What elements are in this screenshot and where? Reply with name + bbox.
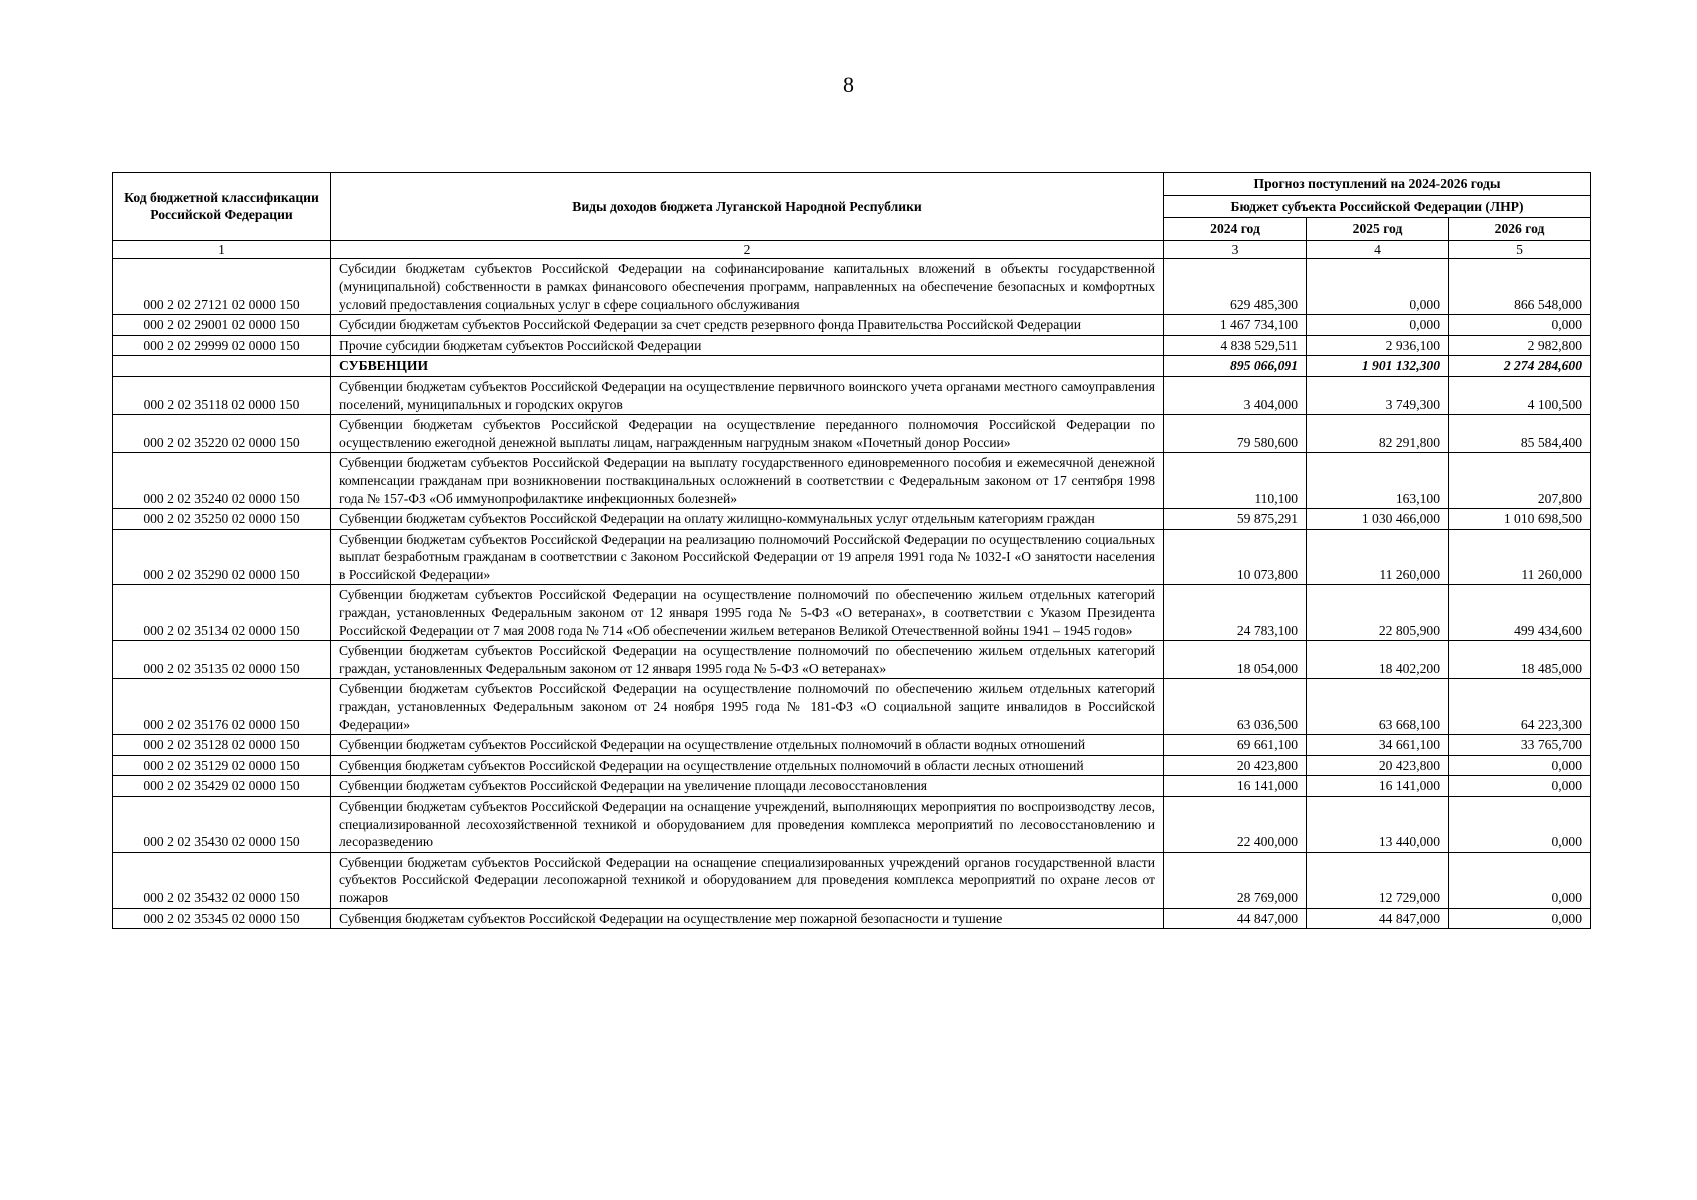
forecast-header: Прогноз поступлений на 2024-2026 годы bbox=[1164, 173, 1591, 196]
budget-code-cell: 000 2 02 35290 02 0000 150 bbox=[113, 529, 331, 585]
amount-2024-cell: 28 769,000 bbox=[1164, 852, 1307, 908]
description-column-header: Виды доходов бюджета Луганской Народной Республики bbox=[331, 173, 1164, 241]
budget-code-cell: 000 2 02 35128 02 0000 150 bbox=[113, 735, 331, 756]
amount-2024-cell: 110,100 bbox=[1164, 453, 1307, 509]
table-row bbox=[113, 315, 1591, 336]
column-number: 3 bbox=[1164, 240, 1307, 259]
budget-code-cell: 000 2 02 35250 02 0000 150 bbox=[113, 509, 331, 530]
year-2025-header: 2025 год bbox=[1307, 218, 1449, 241]
income-description-cell: Субвенции бюджетам субъектов Российской Федерации на осуществление полномочий по обеспечению жильем отдельных категорий граждан, установленных Федеральным законом от 12 января 1995 года № 5-ФЗ «О ветеранах» bbox=[331, 641, 1164, 679]
income-description-cell: Субвенции бюджетам субъектов Российской Федерации на реализацию полномочий Российской Федерации по осуществлению социальных выплат безработным гражданам в соответствии с Законом Российской Федерации от 19 апреля 1991 года № 1032-I «О занятости населения в Российской Федерации» bbox=[331, 529, 1164, 585]
column-number: 5 bbox=[1449, 240, 1591, 259]
amount-2025-cell: 1 901 132,300 bbox=[1307, 356, 1449, 377]
income-description-cell: Субвенции бюджетам субъектов Российской Федерации на осуществление полномочий по обеспечению жильем отдельных категорий граждан, установленных Федеральным законом от 24 ноября 1995 года № 181-ФЗ «О социальной защите инвалидов в Российской Федерации» bbox=[331, 679, 1164, 735]
income-description-cell: Субвенции бюджетам субъектов Российской Федерации на осуществление полномочий по обеспечению жильем отдельных категорий граждан, установленных Федеральным законом от 12 января 1995 года № 5-ФЗ «О ветеранах», в соответствии с Указом Президента Российской Федерации от 7 мая 2008 года № 714 «Об обеспечении жильем ветеранов Великой Отечественной войны 1941 – 1945 годов» bbox=[331, 585, 1164, 641]
table-row bbox=[113, 852, 1591, 908]
code-column-header: Код бюджетной классификации Российской Федерации bbox=[113, 173, 331, 241]
table-body bbox=[113, 259, 1591, 929]
year-2026-header: 2026 год bbox=[1449, 218, 1591, 241]
budget-code-cell: 000 2 02 35129 02 0000 150 bbox=[113, 755, 331, 776]
table-row bbox=[113, 797, 1591, 853]
table-row bbox=[113, 585, 1591, 641]
amount-2025-cell: 0,000 bbox=[1307, 315, 1449, 336]
budget-code-cell: 000 2 02 35220 02 0000 150 bbox=[113, 415, 331, 453]
amount-2024-cell: 16 141,000 bbox=[1164, 776, 1307, 797]
budget-code-cell: 000 2 02 29001 02 0000 150 bbox=[113, 315, 331, 336]
table-header bbox=[113, 173, 1591, 259]
table-row bbox=[113, 453, 1591, 509]
amount-2026-cell: 11 260,000 bbox=[1449, 529, 1591, 585]
amount-2026-cell: 1 010 698,500 bbox=[1449, 509, 1591, 530]
amount-2026-cell: 0,000 bbox=[1449, 852, 1591, 908]
amount-2025-cell: 3 749,300 bbox=[1307, 376, 1449, 414]
budget-code-cell: 000 2 02 35134 02 0000 150 bbox=[113, 585, 331, 641]
income-description-cell: Субвенции бюджетам субъектов Российской Федерации на увеличение площади лесовосстановления bbox=[331, 776, 1164, 797]
table-row bbox=[113, 376, 1591, 414]
amount-2026-cell: 866 548,000 bbox=[1449, 259, 1591, 315]
amount-2026-cell: 85 584,400 bbox=[1449, 415, 1591, 453]
amount-2026-cell: 64 223,300 bbox=[1449, 679, 1591, 735]
amount-2024-cell: 10 073,800 bbox=[1164, 529, 1307, 585]
table-row bbox=[113, 509, 1591, 530]
income-description-cell: Субсидии бюджетам субъектов Российской Федерации за счет средств резервного фонда Правительства Российской Федерации bbox=[331, 315, 1164, 336]
amount-2025-cell: 22 805,900 bbox=[1307, 585, 1449, 641]
column-number: 2 bbox=[331, 240, 1164, 259]
amount-2024-cell: 3 404,000 bbox=[1164, 376, 1307, 414]
budget-code-cell: 000 2 02 29999 02 0000 150 bbox=[113, 335, 331, 356]
amount-2025-cell: 16 141,000 bbox=[1307, 776, 1449, 797]
amount-2026-cell: 33 765,700 bbox=[1449, 735, 1591, 756]
budget-header: Бюджет субъекта Российской Федерации (ЛНР) bbox=[1164, 195, 1591, 218]
amount-2024-cell: 69 661,100 bbox=[1164, 735, 1307, 756]
budget-code-cell: 000 2 02 27121 02 0000 150 bbox=[113, 259, 331, 315]
table-row bbox=[113, 259, 1591, 315]
amount-2026-cell: 0,000 bbox=[1449, 755, 1591, 776]
income-description-cell: Субсидии бюджетам субъектов Российской Федерации на софинансирование капитальных вложений в объекты государственной (муниципальной) собственности в рамках финансового обеспечения программ, направленных на обеспечение безопасных и комфортных условий предоставления социальных услуг в сфере социального обслуживания bbox=[331, 259, 1164, 315]
income-description-cell: Субвенция бюджетам субъектов Российской Федерации на осуществление отдельных полномочий в области лесных отношений bbox=[331, 755, 1164, 776]
amount-2026-cell: 0,000 bbox=[1449, 797, 1591, 853]
amount-2025-cell: 82 291,800 bbox=[1307, 415, 1449, 453]
amount-2024-cell: 79 580,600 bbox=[1164, 415, 1307, 453]
page-number: 8 bbox=[843, 72, 854, 97]
amount-2025-cell: 63 668,100 bbox=[1307, 679, 1449, 735]
section-row bbox=[113, 356, 1591, 377]
amount-2025-cell: 34 661,100 bbox=[1307, 735, 1449, 756]
amount-2025-cell: 2 936,100 bbox=[1307, 335, 1449, 356]
budget-code-cell: 000 2 02 35176 02 0000 150 bbox=[113, 679, 331, 735]
table-row bbox=[113, 755, 1591, 776]
budget-code-cell bbox=[113, 356, 331, 377]
amount-2025-cell: 13 440,000 bbox=[1307, 797, 1449, 853]
income-description-cell: Прочие субсидии бюджетам субъектов Российской Федерации bbox=[331, 335, 1164, 356]
budget-code-cell: 000 2 02 35429 02 0000 150 bbox=[113, 776, 331, 797]
amount-2024-cell: 895 066,091 bbox=[1164, 356, 1307, 377]
amount-2026-cell: 207,800 bbox=[1449, 453, 1591, 509]
year-2024-header: 2024 год bbox=[1164, 218, 1307, 241]
amount-2026-cell: 0,000 bbox=[1449, 908, 1591, 929]
income-description-cell: Субвенции бюджетам субъектов Российской Федерации на оплату жилищно-коммунальных услуг отдельным категориям граждан bbox=[331, 509, 1164, 530]
table-row bbox=[113, 908, 1591, 929]
amount-2024-cell: 20 423,800 bbox=[1164, 755, 1307, 776]
budget-code-cell: 000 2 02 35430 02 0000 150 bbox=[113, 797, 331, 853]
amount-2025-cell: 163,100 bbox=[1307, 453, 1449, 509]
amount-2025-cell: 20 423,800 bbox=[1307, 755, 1449, 776]
amount-2024-cell: 22 400,000 bbox=[1164, 797, 1307, 853]
budget-table bbox=[112, 172, 1591, 929]
column-number: 1 bbox=[113, 240, 331, 259]
table-row bbox=[113, 335, 1591, 356]
amount-2024-cell: 18 054,000 bbox=[1164, 641, 1307, 679]
table-row bbox=[113, 735, 1591, 756]
income-description-cell: Субвенции бюджетам субъектов Российской Федерации на осуществление переданного полномочия Российской Федерации по осуществлению ежегодной денежной выплаты лицам, награжденным нагрудным знаком «Почетный донор России» bbox=[331, 415, 1164, 453]
amount-2025-cell: 18 402,200 bbox=[1307, 641, 1449, 679]
amount-2026-cell: 4 100,500 bbox=[1449, 376, 1591, 414]
table-row bbox=[113, 415, 1591, 453]
column-number: 4 bbox=[1307, 240, 1449, 259]
amount-2024-cell: 44 847,000 bbox=[1164, 908, 1307, 929]
table-row bbox=[113, 776, 1591, 797]
amount-2025-cell: 11 260,000 bbox=[1307, 529, 1449, 585]
budget-code-cell: 000 2 02 35345 02 0000 150 bbox=[113, 908, 331, 929]
income-description-cell: Субвенции бюджетам субъектов Российской Федерации на осуществление отдельных полномочий в области водных отношений bbox=[331, 735, 1164, 756]
income-description-cell: СУБВЕНЦИИ bbox=[331, 356, 1164, 377]
amount-2026-cell: 499 434,600 bbox=[1449, 585, 1591, 641]
income-description-cell: Субвенции бюджетам субъектов Российской Федерации на оснащение специализированных учреждений органов государственной власти субъектов Российской Федерации лесопожарной техникой и оборудованием для проведения комплекса мероприятий по охране лесов от пожаров bbox=[331, 852, 1164, 908]
amount-2024-cell: 24 783,100 bbox=[1164, 585, 1307, 641]
amount-2025-cell: 44 847,000 bbox=[1307, 908, 1449, 929]
budget-code-cell: 000 2 02 35240 02 0000 150 bbox=[113, 453, 331, 509]
table-row bbox=[113, 641, 1591, 679]
amount-2024-cell: 1 467 734,100 bbox=[1164, 315, 1307, 336]
amount-2024-cell: 63 036,500 bbox=[1164, 679, 1307, 735]
amount-2024-cell: 629 485,300 bbox=[1164, 259, 1307, 315]
amount-2026-cell: 2 274 284,600 bbox=[1449, 356, 1591, 377]
table-row bbox=[113, 679, 1591, 735]
budget-code-cell: 000 2 02 35135 02 0000 150 bbox=[113, 641, 331, 679]
income-description-cell: Субвенции бюджетам субъектов Российской Федерации на осуществление первичного воинского учета органами местного самоуправления поселений, муниципальных и городских округов bbox=[331, 376, 1164, 414]
income-description-cell: Субвенции бюджетам субъектов Российской Федерации на выплату государственного единовременного пособия и ежемесячной денежной компенсации гражданам при возникновении поствакцинальных осложнений в соответствии с Федеральным законом от 17 сентября 1998 года № 157-ФЗ «Об иммунопрофилактике инфекционных болезней» bbox=[331, 453, 1164, 509]
table-row bbox=[113, 529, 1591, 585]
amount-2024-cell: 59 875,291 bbox=[1164, 509, 1307, 530]
income-description-cell: Субвенция бюджетам субъектов Российской Федерации на осуществление мер пожарной безопасности и тушение bbox=[331, 908, 1164, 929]
amount-2026-cell: 18 485,000 bbox=[1449, 641, 1591, 679]
amount-2024-cell: 4 838 529,511 bbox=[1164, 335, 1307, 356]
income-description-cell: Субвенции бюджетам субъектов Российской Федерации на оснащение учреждений, выполняющих мероприятия по воспроизводству лесов, специализированной лесохозяйственной техникой и оборудованием для проведения комплекса мероприятий по лесовосстановлению и лесоразведению bbox=[331, 797, 1164, 853]
amount-2026-cell: 0,000 bbox=[1449, 776, 1591, 797]
amount-2025-cell: 12 729,000 bbox=[1307, 852, 1449, 908]
budget-code-cell: 000 2 02 35118 02 0000 150 bbox=[113, 376, 331, 414]
amount-2026-cell: 0,000 bbox=[1449, 315, 1591, 336]
amount-2026-cell: 2 982,800 bbox=[1449, 335, 1591, 356]
amount-2025-cell: 1 030 466,000 bbox=[1307, 509, 1449, 530]
amount-2025-cell: 0,000 bbox=[1307, 259, 1449, 315]
budget-code-cell: 000 2 02 35432 02 0000 150 bbox=[113, 852, 331, 908]
